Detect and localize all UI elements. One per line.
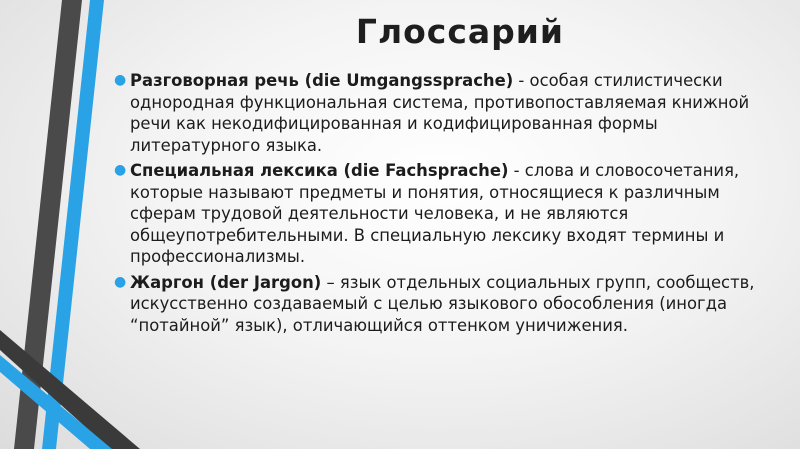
glossary-list xyxy=(112,70,772,340)
glossary-term: Жаргон (der Jargon) xyxy=(130,272,322,292)
glossary-item xyxy=(112,272,772,337)
bullet-icon: ● xyxy=(114,72,127,88)
glossary-definition: - слова и словосочетания, которые называют предметы и понятия, относящиеся к различным сферам трудовой деятельности человека, и не являются общеупотребительными. В специальную лексику входят термины и профессионализмы. xyxy=(130,161,740,266)
glossary-term: Специальная лексика (die Fachsprache) xyxy=(130,161,509,180)
glossary-item xyxy=(112,160,772,268)
bullet-icon: ● xyxy=(114,273,127,290)
glossary-definition: – язык отдельных социальных групп, сообществ, искусственно создаваемый с целью языкового обособления (иногда “потайной” язык), отличающийся оттенком уничижения. xyxy=(130,272,755,335)
page-title: Глоссарий xyxy=(355,12,565,51)
bullet-icon: ● xyxy=(114,162,127,178)
glossary-item xyxy=(112,70,772,156)
glossary-definition: - особая стилистически однородная функциональная система, противопоставляемая книжной речи как некодифицированная и кодифицированная формы литературного языка. xyxy=(130,71,750,155)
glossary-term: Разговорная речь (die Umgangssprache) xyxy=(130,71,514,90)
